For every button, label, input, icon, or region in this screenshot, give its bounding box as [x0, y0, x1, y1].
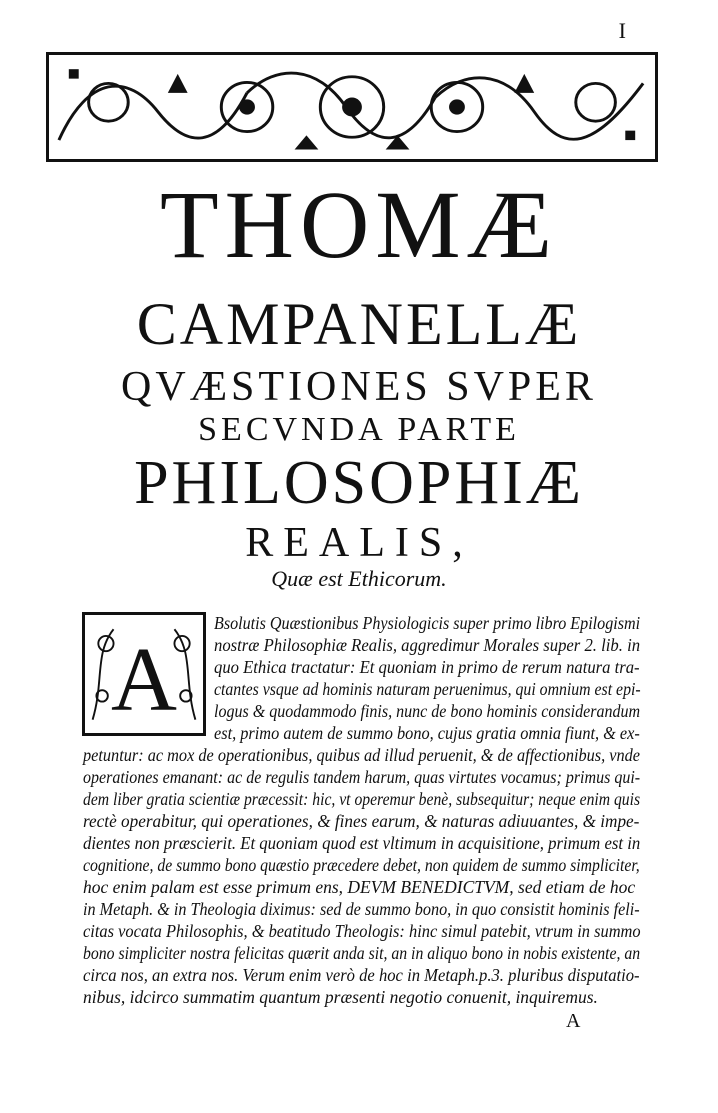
body-line: citas vocata Philosophis, & beatitudo Theologis: hinc simul patebit, vtrum in summo: [83, 921, 641, 941]
body-line: dientes non præscierit. Et quoniam quod est vltimum in acquisitione, primum est in: [83, 833, 641, 853]
body-line: nibus, idcirco summatim quantum præsenti negotio conuenit, inquiremus.: [83, 987, 598, 1007]
body-line: Bsolutis Quæstionibus Physiologicis super primo libro Epilogismi: [214, 613, 641, 633]
drop-cap-initial: [82, 612, 206, 736]
title-line-3: QVÆSTIONES SVPER: [121, 364, 597, 410]
body-line: circa nos, an extra nos. Verum enim verò de hoc in Metaph.p.3. pluribus disputatio-: [83, 965, 640, 985]
title-line-1: THOMÆ: [159, 171, 558, 278]
body-line: cognitione, de summo bono quæstio præcedere debet, non quidem de summo simpliciter,: [83, 855, 640, 875]
title-line-2: CAMPANELLÆ: [136, 291, 582, 357]
title-line-6: REALIS,: [245, 520, 473, 566]
body-line: dem liber gratia scientiæ præcessit: hic, vt operemur benè, subsequitur; neque enim quis: [83, 789, 641, 809]
body-line: rectè operabitur, qui operationes, & fines earum, & naturas adiuuantes, & impe-: [83, 811, 640, 831]
body-line: in Metaph. & in Theologia diximus: sed de summo bono, in quo consistit hominis feli-: [83, 899, 640, 919]
title-line-4: SECVNDA PARTE: [198, 411, 520, 448]
title-line-5: PHILOSOPHIÆ: [134, 449, 584, 517]
body-line: quo Ethica tractatur: Et quoniam in primo de rerum natura tra-: [214, 657, 640, 677]
body-line: ctantes vsque ad hominis naturam peruenimus, qui omnium est epi-: [214, 679, 641, 699]
ornamental-headpiece: [46, 52, 658, 162]
signature-mark: A: [566, 1010, 581, 1032]
body-line: est, primo autem de summo bono, cujus gratia omnia fiunt, & ex-: [214, 723, 640, 743]
drop-cap-letter: A: [111, 629, 177, 731]
subtitle: Quæ est Ethicorum.: [271, 566, 447, 591]
body-line: nostræ Philosophiæ Realis, aggredimur Morales super 2. lib. in: [214, 635, 641, 655]
body-line: logus & quodammodo finis, nunc de bono hominis considerandum: [214, 701, 641, 721]
body-line: hoc enim palam est esse primum ens, DEVM BENEDICTVM, sed etiam de hoc: [83, 877, 636, 897]
page-number: I: [618, 18, 626, 43]
body-line: petuntur: ac mox de operationibus, quibus ad illud peruenit, & de affectionibus, vnde: [83, 745, 641, 765]
body-line: bono simpliciter nostra felicitas quærit anda sit, an in aliquo bono in nobis existente, an: [83, 943, 641, 963]
body-line: operationes emanant: ac de regulis tandem harum, quas virtutes vocamus; primus qui-: [83, 767, 641, 787]
